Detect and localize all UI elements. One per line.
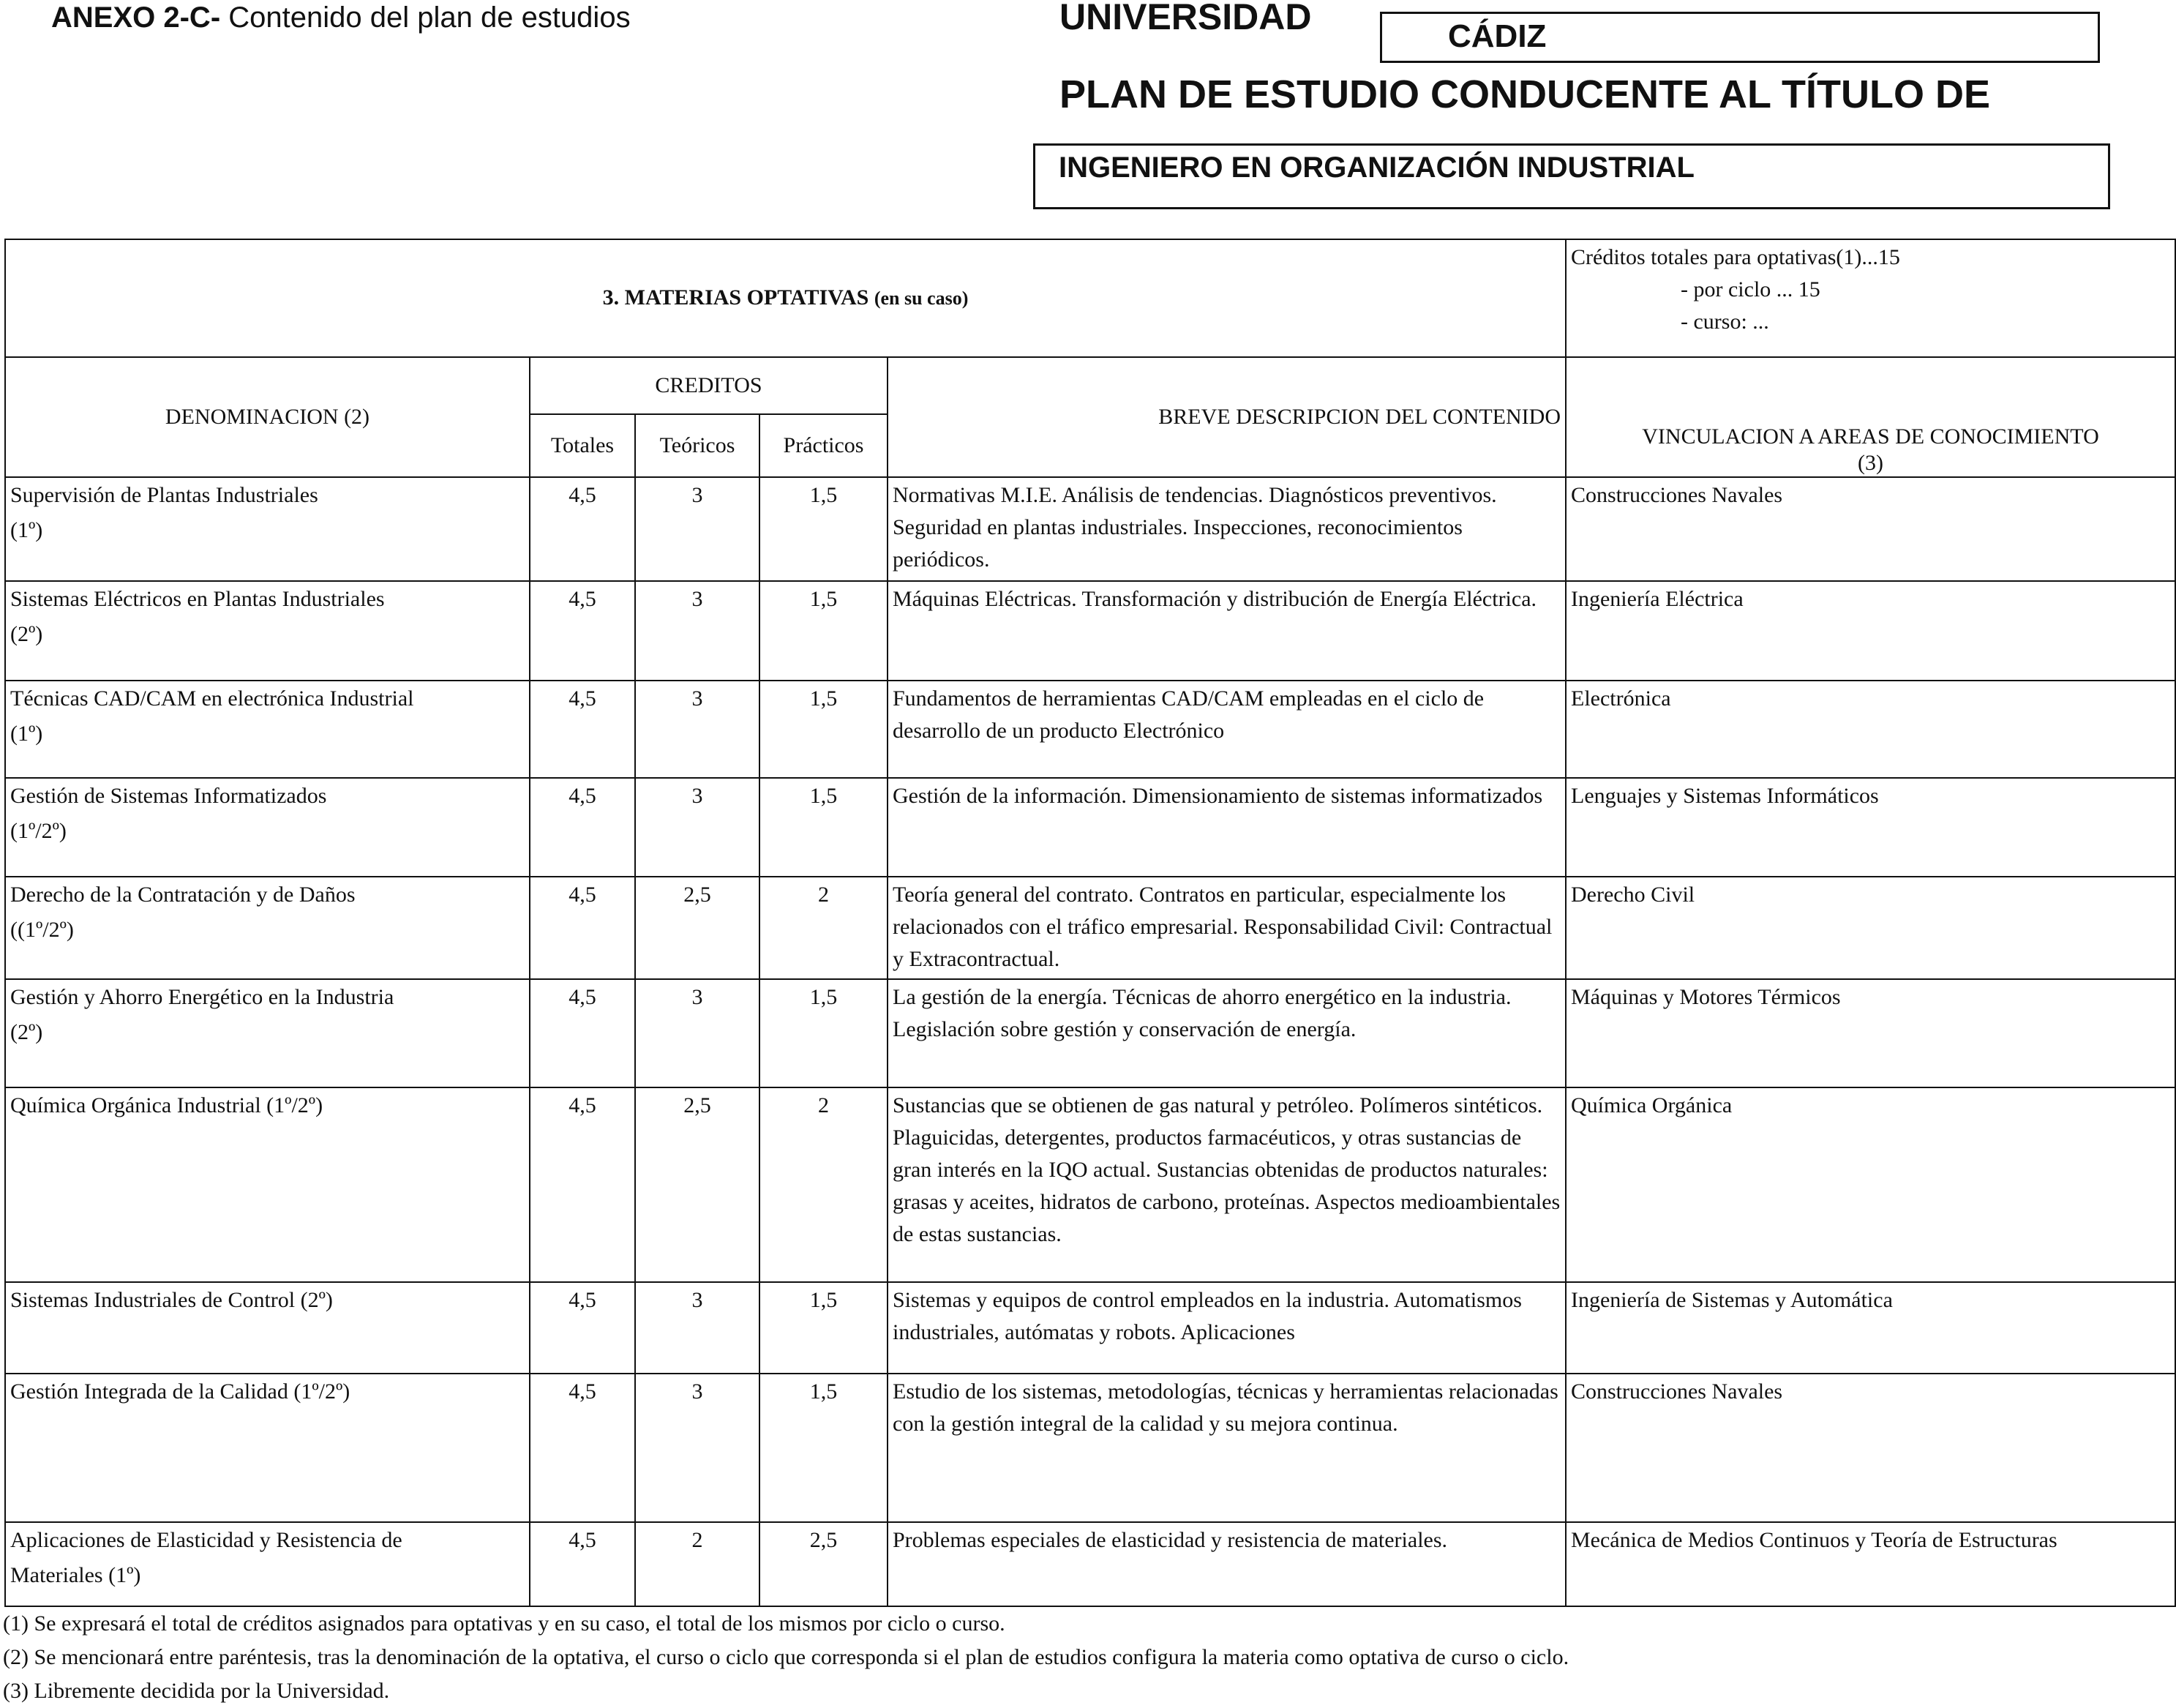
subject-name	[5, 877, 530, 979]
table-row	[5, 581, 2175, 681]
credits-practicos-value: 1,5	[809, 784, 838, 808]
subject-title: Supervisión de Plantas Industriales	[10, 483, 318, 507]
credits-teoricos	[635, 877, 759, 979]
footnote-2: (2) Se mencionará entre paréntesis, tras la denominación de la optativa, el curso o ciclo que corresponda si el plan de estudios configura la materia como optativa de curso o ciclo.	[3, 1645, 1569, 1669]
subject-name	[5, 477, 530, 581]
credits-teoricos	[635, 477, 759, 581]
subject-description	[888, 1374, 1566, 1522]
subject-description	[888, 477, 1566, 581]
credits-total: Créditos totales para optativas(1)...15	[1571, 245, 1900, 269]
footnote-1: (1) Se expresará el total de créditos asignados para optativas y en su caso, el total de los mismos por ciclo o curso.	[3, 1611, 1005, 1636]
area-text: Ingeniería Eléctrica	[1571, 587, 1744, 611]
degree-title: INGENIERO EN ORGANIZACIÓN INDUSTRIAL	[1059, 151, 1695, 184]
credits-totales-value: 4,5	[569, 784, 596, 808]
description-text: Gestión de la información. Dimensionamiento de sistemas informatizados	[893, 784, 1543, 808]
subject-name	[5, 1282, 530, 1374]
credits-teoricos-value: 3	[691, 587, 703, 611]
subject-course: (2º)	[10, 1020, 43, 1044]
knowledge-area	[1566, 1374, 2175, 1522]
credits-practicos-value: 2	[818, 883, 829, 907]
credits-totales	[530, 1522, 635, 1606]
subject-title: Derecho de la Contratación y de Daños	[10, 883, 356, 907]
credits-practicos	[759, 477, 888, 581]
table-row	[5, 477, 2175, 581]
subject-description	[888, 979, 1566, 1087]
table-row	[5, 1374, 2175, 1522]
university-name: CÁDIZ	[1448, 18, 1547, 54]
knowledge-area	[1566, 1282, 2175, 1374]
credits-teoricos	[635, 1282, 759, 1374]
subject-title: Aplicaciones de Elasticidad y Resistencia de	[10, 1528, 402, 1552]
description-text: Normativas M.I.E. Análisis de tendencias. Diagnósticos preventivos. Seguridad en plantas industriales. Inspecciones, reconocimientos periódicos.	[893, 483, 1497, 572]
subject-description	[888, 1282, 1566, 1374]
credits-cycle: - por ciclo ... 15	[1681, 277, 1820, 301]
annex-label: ANEXO 2-C-	[51, 1, 221, 34]
credits-practicos	[759, 1282, 888, 1374]
subject-title: Sistemas Industriales de Control (2º)	[10, 1288, 333, 1312]
subject-title: Gestión de Sistemas Informatizados	[10, 784, 327, 808]
credits-teoricos	[635, 681, 759, 778]
credits-teoricos	[635, 581, 759, 681]
credits-totales	[530, 877, 635, 979]
table-row	[5, 1087, 2175, 1282]
subject-name	[5, 1087, 530, 1282]
credits-teoricos-value: 3	[691, 686, 703, 711]
knowledge-area	[1566, 778, 2175, 877]
annex-text: Contenido del plan de estudios	[228, 1, 631, 34]
credits-totales	[530, 1374, 635, 1522]
subject-title: Gestión Integrada de la Calidad (1º/2º)	[10, 1379, 350, 1404]
credits-totales	[530, 979, 635, 1087]
credits-practicos	[759, 581, 888, 681]
credits-totales	[530, 1282, 635, 1374]
credits-practicos-value: 1,5	[809, 686, 838, 711]
description-text: Sustancias que se obtienen de gas natural y petróleo. Polímeros sintéticos. Plaguicidas, detergentes, productos farmacéuticos, y otras sustancias de gran interés en la IQO actual. Sustancias obtenidas de productos naturales: grasas y aceites, hidratos de carbono, proteínas. Aspectos medioambientales de estas sustancias.	[893, 1093, 1561, 1246]
credits-practicos	[759, 1087, 888, 1282]
optional-subjects-table	[4, 239, 2176, 1607]
section-header-row	[5, 239, 2175, 357]
subject-title: Química Orgánica Industrial (1º/2º)	[10, 1093, 323, 1117]
knowledge-area	[1566, 979, 2175, 1087]
col-vinculacion-text: VINCULACION A AREAS DE CONOCIMIENTO	[1642, 424, 2099, 449]
annex-heading	[51, 1, 631, 34]
credits-teoricos-value: 3	[691, 483, 703, 507]
credits-practicos	[759, 1374, 888, 1522]
credits-totales	[530, 581, 635, 681]
footnotes	[3, 1607, 1569, 1708]
knowledge-area	[1566, 681, 2175, 778]
subject-course: ((1º/2º)	[10, 918, 74, 942]
credits-totales	[530, 477, 635, 581]
plan-title: PLAN DE ESTUDIO CONDUCENTE AL TÍTULO DE	[1059, 72, 1991, 116]
credits-totales-value: 4,5	[569, 1093, 596, 1117]
subject-course: Materiales (1º)	[10, 1563, 141, 1587]
credits-teoricos	[635, 1087, 759, 1282]
credits-practicos-value: 1,5	[809, 985, 838, 1009]
subject-course: (1º)	[10, 518, 43, 542]
credits-practicos	[759, 1522, 888, 1606]
col-descripcion: BREVE DESCRIPCION DEL CONTENIDO	[888, 357, 1566, 477]
credits-totales-value: 4,5	[569, 587, 596, 611]
description-text: Estudio de los sistemas, metodologías, técnicas y herramientas relacionadas con la gestión integral de la calidad y su mejora continua.	[893, 1379, 1558, 1436]
description-text: Fundamentos de herramientas CAD/CAM empleadas en el ciclo de desarrollo de un producto Electrónico	[893, 686, 1485, 743]
description-text: La gestión de la energía. Técnicas de ahorro energético en la industria. Legislación sobre gestión y conservación de energía.	[893, 985, 1512, 1041]
area-text: Lenguajes y Sistemas Informáticos	[1571, 784, 1879, 808]
credits-teoricos-value: 3	[691, 985, 703, 1009]
subject-name	[5, 979, 530, 1087]
credits-practicos-value: 2	[818, 1093, 829, 1117]
credits-teoricos-value: 3	[691, 1379, 703, 1404]
footnote-3: (3) Libremente decidida por la Universidad.	[3, 1679, 390, 1703]
credits-teoricos-value: 2	[691, 1528, 703, 1552]
subject-course: (2º)	[10, 622, 43, 646]
table-row	[5, 1522, 2175, 1606]
credits-practicos-value: 1,5	[809, 587, 838, 611]
credits-totales-value: 4,5	[569, 1528, 596, 1552]
description-text: Máquinas Eléctricas. Transformación y distribución de Energía Eléctrica.	[893, 587, 1537, 611]
subject-course: (1º/2º)	[10, 819, 67, 843]
description-text: Teoría general del contrato. Contratos en particular, especialmente los relacionados con el tráfico empresarial. Responsabilidad Civil: Contractual y Extracontractual.	[893, 883, 1553, 971]
col-practicos: Prácticos	[759, 414, 888, 477]
area-text: Construcciones Navales	[1571, 483, 1783, 507]
subject-title: Gestión y Ahorro Energético en la Industria	[10, 985, 394, 1009]
area-text: Electrónica	[1571, 686, 1671, 711]
credits-practicos	[759, 778, 888, 877]
subject-description	[888, 877, 1566, 979]
credits-practicos-value: 1,5	[809, 1288, 838, 1312]
area-text: Derecho Civil	[1571, 883, 1695, 907]
table-row	[5, 1282, 2175, 1374]
credits-practicos-value: 1,5	[809, 1379, 838, 1404]
area-text: Química Orgánica	[1571, 1093, 1733, 1117]
knowledge-area	[1566, 877, 2175, 979]
credits-practicos	[759, 877, 888, 979]
table-row	[5, 979, 2175, 1087]
description-text: Sistemas y equipos de control empleados en la industria. Automatismos industriales, autómatas y robots. Aplicaciones	[893, 1288, 1522, 1344]
credits-totales-value: 4,5	[569, 686, 596, 711]
credits-teoricos-value: 2,5	[683, 1093, 711, 1117]
col-vinculacion	[1566, 357, 2175, 477]
knowledge-area	[1566, 581, 2175, 681]
table-row	[5, 681, 2175, 778]
credits-totales	[530, 681, 635, 778]
description-text: Problemas especiales de elasticidad y resistencia de materiales.	[893, 1528, 1448, 1552]
subject-name	[5, 1374, 530, 1522]
credits-totales-value: 4,5	[569, 1379, 596, 1404]
subject-description	[888, 581, 1566, 681]
section-title-note: (en su caso)	[874, 288, 969, 309]
area-text: Mecánica de Medios Continuos y Teoría de Estructuras	[1571, 1528, 2057, 1552]
credits-teoricos	[635, 778, 759, 877]
knowledge-area	[1566, 1087, 2175, 1282]
col-denominacion: DENOMINACION (2)	[5, 357, 530, 477]
subject-description	[888, 778, 1566, 877]
column-header-row	[5, 357, 2175, 414]
subject-title: Técnicas CAD/CAM en electrónica Industrial	[10, 686, 414, 711]
area-text: Ingeniería de Sistemas y Automática	[1571, 1288, 1893, 1312]
credits-course: - curso: ...	[1681, 310, 1769, 334]
credits-practicos	[759, 681, 888, 778]
credits-totales	[530, 778, 635, 877]
table-row	[5, 877, 2175, 979]
credits-practicos-value: 2,5	[809, 1528, 838, 1552]
credits-summary	[1566, 239, 2175, 357]
subject-name	[5, 581, 530, 681]
subject-description	[888, 1087, 1566, 1282]
area-text: Máquinas y Motores Térmicos	[1571, 985, 1841, 1009]
credits-totales-value: 4,5	[569, 483, 596, 507]
credits-practicos	[759, 979, 888, 1087]
subject-description	[888, 681, 1566, 778]
credits-teoricos-value: 3	[691, 1288, 703, 1312]
credits-teoricos	[635, 1522, 759, 1606]
credits-teoricos	[635, 1374, 759, 1522]
subject-name	[5, 778, 530, 877]
table-row	[5, 778, 2175, 877]
col-creditos: CREDITOS	[530, 357, 888, 414]
credits-practicos-value: 1,5	[809, 483, 838, 507]
credits-teoricos	[635, 979, 759, 1087]
credits-teoricos-value: 2,5	[683, 883, 711, 907]
credits-totales-value: 4,5	[569, 883, 596, 907]
col-totales: Totales	[530, 414, 635, 477]
area-text: Construcciones Navales	[1571, 1379, 1783, 1404]
credits-totales	[530, 1087, 635, 1282]
knowledge-area	[1566, 1522, 2175, 1606]
credits-totales-value: 4,5	[569, 1288, 596, 1312]
subject-description	[888, 1522, 1566, 1606]
university-label: UNIVERSIDAD	[1059, 0, 1312, 37]
credits-teoricos-value: 3	[691, 784, 703, 808]
subject-title: Sistemas Eléctricos en Plantas Industriales	[10, 587, 385, 611]
col-teoricos: Teóricos	[635, 414, 759, 477]
col-vinculacion-note: (3)	[1858, 451, 1883, 475]
section-title-text: 3. MATERIAS OPTATIVAS	[602, 285, 869, 310]
credits-totales-value: 4,5	[569, 985, 596, 1009]
university-box	[1380, 12, 2100, 63]
section-title	[5, 239, 1566, 357]
knowledge-area	[1566, 477, 2175, 581]
subject-course: (1º)	[10, 722, 43, 746]
degree-box	[1033, 143, 2110, 209]
subject-name	[5, 1522, 530, 1606]
subject-name	[5, 681, 530, 778]
